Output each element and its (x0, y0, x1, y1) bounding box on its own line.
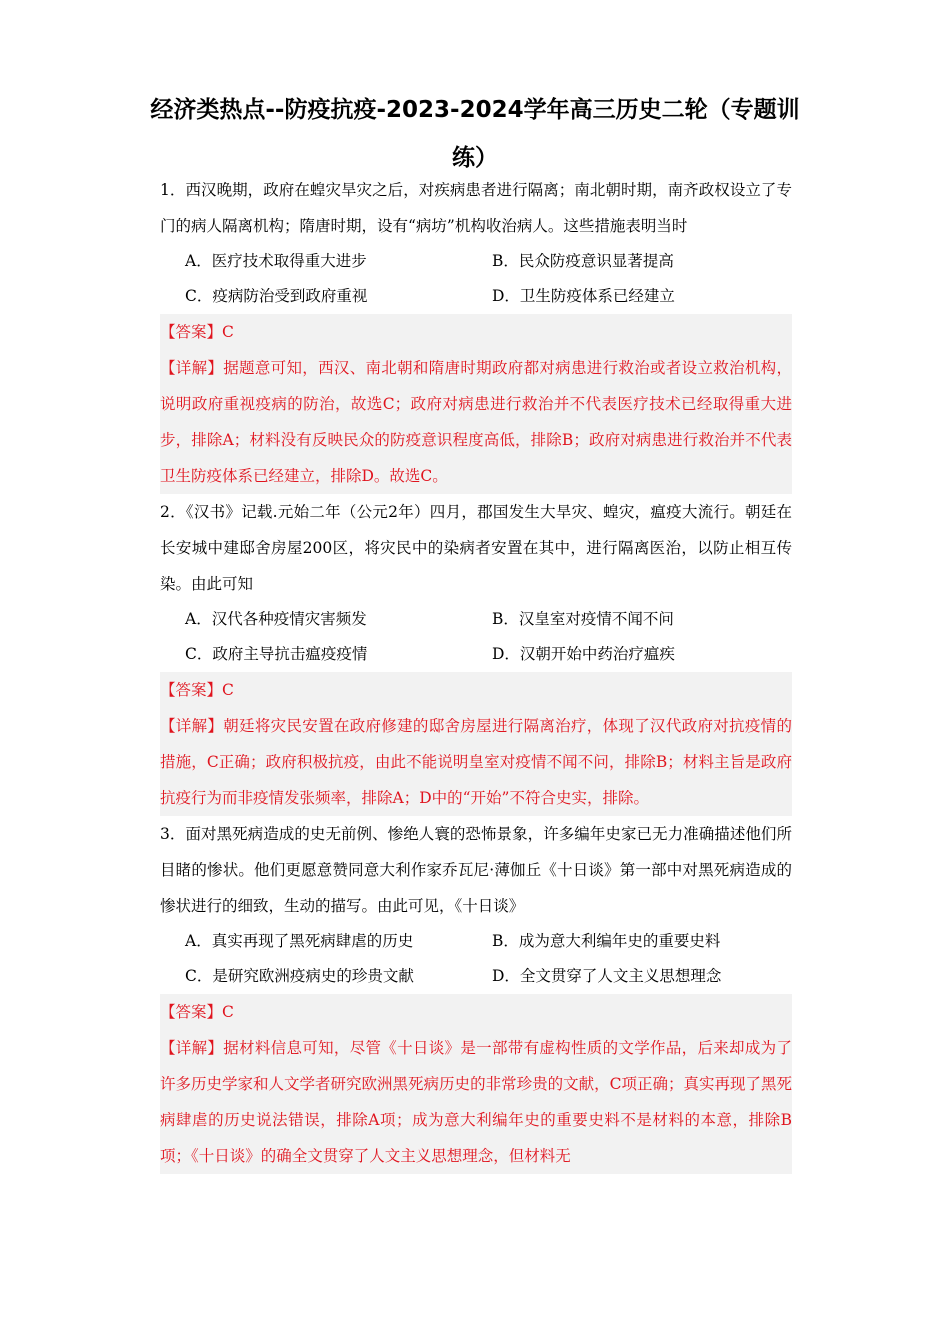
option-a: A．医疗技术取得重大进步 (185, 252, 367, 270)
options-grid (160, 602, 792, 672)
answer-value: C (222, 323, 234, 341)
question-stem: 2．《汉书》记载.元始二年（公元2年）四月，郡国发生大旱灾、蝗灾，瘟疫大流行。朝廷在长安城中建邸舍房屋200区，将灾民中的染病者安置在其中，进行隔离医治，以防止相互传染。由此可知 (160, 503, 792, 593)
document-content (160, 172, 792, 1174)
detail-text: 朝廷将灾民安置在政府修建的邸舍房屋进行隔离治疗，体现了汉代政府对抗疫情的措施，C正确；政府积极抗疫，由此不能说明皇室对疫情不闻不问，排除B；材料主旨是政府抗疫行为而非疫情发张频率，排除A；D中的“开始”不符合史实，排除。 (160, 717, 792, 807)
document-title: 经济类热点--防疫抗疫-2023-2024学年高三历史二轮（专题训练） (150, 97, 800, 171)
option-b: B．民众防疫意识显著提高 (492, 252, 674, 270)
answer-block (160, 314, 792, 494)
question-stem: 3．面对黑死病造成的史无前例、惨绝人寰的恐怖景象，许多编年史家已无力准确描述他们所目睹的惨状。他们更愿意赞同意大利作家乔瓦尼·薄伽丘《十日谈》第一部中对黑死病造成的惨状进行的细致，生动的描写。由此可见，《十日谈》 (160, 825, 792, 915)
detail-text: 据材料信息可知，尽管《十日谈》是一部带有虚构性质的文学作品，后来却成为了许多历史学家和人文学者研究欧洲黑死病历史的非常珍贵的文献，C项正确；真实再现了黑死病肆虐的历史说法错误，排除A项；成为意大利编年史的重要史料不是材料的本意，排除B项；《十日谈》的确全文贯穿了人文主义思想理念，但材料无 (160, 1039, 792, 1165)
options-grid (160, 924, 792, 994)
answer-line (160, 994, 792, 1030)
options-grid (160, 244, 792, 314)
option-c: C．疫病防治受到政府重视 (185, 287, 368, 305)
option-c: C．政府主导抗击瘟疫疫情 (185, 645, 368, 663)
detail-line (160, 708, 792, 816)
option-d: D．卫生防疫体系已经建立 (492, 287, 675, 305)
option-b: B．汉皇室对疫情不闻不问 (492, 610, 674, 628)
detail-line (160, 1030, 792, 1174)
option-b: B．成为意大利编年史的重要史料 (492, 932, 721, 950)
answer-tag: 【答案】 (160, 681, 223, 699)
option-a: A．汉代各种疫情灾害频发 (185, 610, 367, 628)
answer-block (160, 672, 792, 816)
detail-tag: 【详解】 (160, 717, 224, 735)
detail-text: 据题意可知，西汉、南北朝和隋唐时期政府都对病患进行救治或者设立救治机构，说明政府重视疫病的防治，故选C；政府对病患进行救治并不代表医疗技术已经取得重大进步，排除A；材料没有反映民众的防疫意识程度高低，排除B；政府对病患进行救治并不代表卫生防疫体系已经建立，排除D。故选C。 (160, 359, 792, 485)
option-a: A．真实再现了黑死病肆虐的历史 (185, 932, 414, 950)
answer-block (160, 994, 792, 1174)
question-stem: 1．西汉晚期，政府在蝗灾旱灾之后，对疾病患者进行隔离；南北朝时期，南齐政权设立了专门的病人隔离机构；隋唐时期，设有“病坊”机构收治病人。这些措施表明当时 (160, 181, 792, 235)
option-d: D．全文贯穿了人文主义思想理念 (492, 967, 722, 985)
answer-tag: 【答案】 (160, 323, 223, 341)
answer-line (160, 672, 792, 708)
answer-tag: 【答案】 (160, 1003, 223, 1021)
option-c: C．是研究欧洲疫病史的珍贵文献 (185, 967, 414, 985)
detail-tag: 【详解】 (160, 1039, 224, 1057)
option-d: D．汉朝开始中药治疗瘟疾 (492, 645, 675, 663)
detail-tag: 【详解】 (160, 359, 224, 377)
answer-value: C (222, 1003, 234, 1021)
answer-line (160, 314, 792, 350)
answer-value: C (222, 681, 234, 699)
detail-line (160, 350, 792, 494)
